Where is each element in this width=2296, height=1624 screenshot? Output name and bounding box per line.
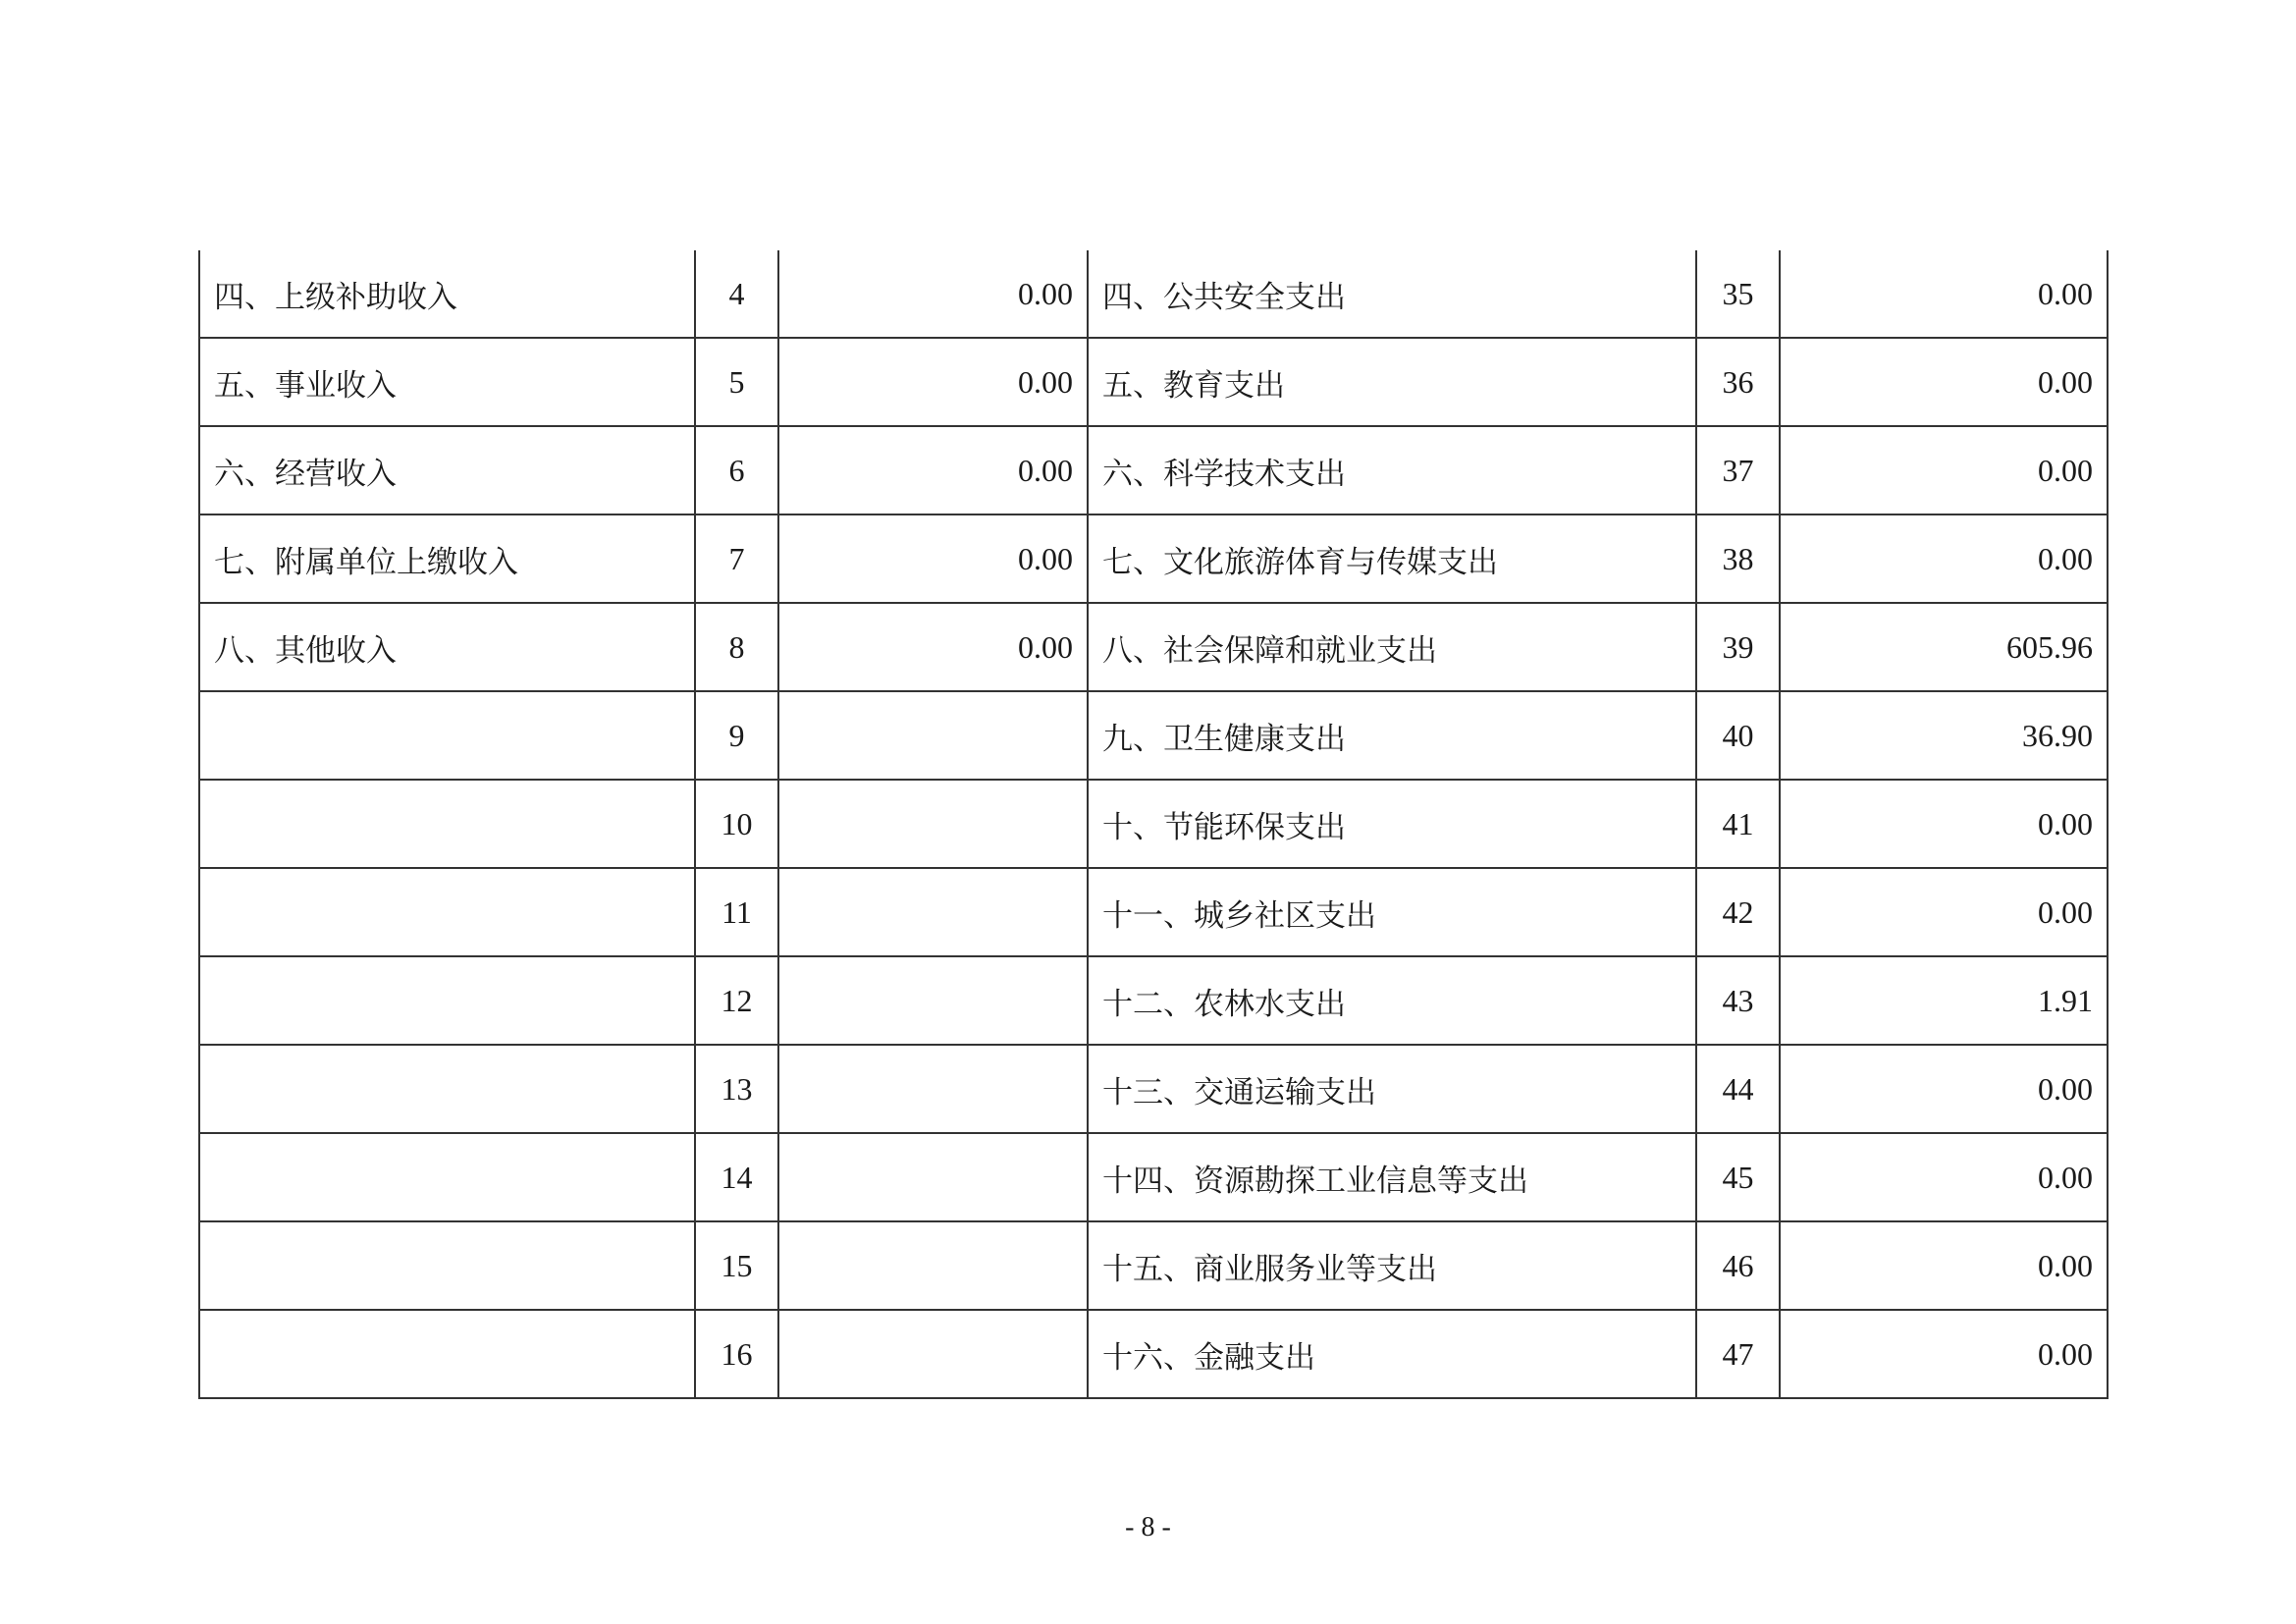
expense-item-cell: 十一、城乡社区支出 — [1088, 868, 1696, 956]
income-amount-cell: 0.00 — [778, 250, 1088, 338]
expense-line-number-cell: 40 — [1696, 691, 1780, 780]
expense-amount-cell: 0.00 — [1780, 338, 2108, 426]
expense-item-cell: 七、文化旅游体育与传媒支出 — [1088, 514, 1696, 603]
expense-amount-cell: 0.00 — [1780, 868, 2108, 956]
income-line-number-cell: 7 — [695, 514, 778, 603]
table-row — [199, 1133, 2108, 1221]
income-item-cell — [199, 1310, 695, 1398]
income-amount-cell — [778, 1045, 1088, 1133]
expense-line-number-cell: 44 — [1696, 1045, 1780, 1133]
income-amount-cell: 0.00 — [778, 426, 1088, 514]
income-amount-cell — [778, 1310, 1088, 1398]
income-line-number-cell: 16 — [695, 1310, 778, 1398]
income-item-cell — [199, 956, 695, 1045]
expense-line-number-cell: 35 — [1696, 250, 1780, 338]
income-line-number-cell: 15 — [695, 1221, 778, 1310]
table-row — [199, 250, 2108, 338]
income-amount-cell — [778, 1133, 1088, 1221]
income-item-cell — [199, 1045, 695, 1133]
budget-table-container — [198, 250, 2107, 1399]
expense-amount-cell: 0.00 — [1780, 1045, 2108, 1133]
expense-line-number-cell: 47 — [1696, 1310, 1780, 1398]
income-amount-cell — [778, 1221, 1088, 1310]
table-row — [199, 514, 2108, 603]
expense-line-number-cell: 41 — [1696, 780, 1780, 868]
income-item-cell — [199, 1133, 695, 1221]
income-item-cell — [199, 691, 695, 780]
income-item-cell — [199, 780, 695, 868]
table-row — [199, 338, 2108, 426]
expense-amount-cell: 36.90 — [1780, 691, 2108, 780]
income-line-number-cell: 11 — [695, 868, 778, 956]
income-amount-cell — [778, 956, 1088, 1045]
expense-line-number-cell: 37 — [1696, 426, 1780, 514]
expense-amount-cell: 0.00 — [1780, 250, 2108, 338]
table-row — [199, 780, 2108, 868]
income-amount-cell: 0.00 — [778, 338, 1088, 426]
table-row — [199, 1045, 2108, 1133]
income-item-cell — [199, 1221, 695, 1310]
income-expense-table — [198, 250, 2109, 1399]
income-item-cell: 六、经营收入 — [199, 426, 695, 514]
income-amount-cell: 0.00 — [778, 603, 1088, 691]
expense-item-cell: 十六、金融支出 — [1088, 1310, 1696, 1398]
expense-amount-cell: 0.00 — [1780, 514, 2108, 603]
expense-line-number-cell: 42 — [1696, 868, 1780, 956]
expense-item-cell: 八、社会保障和就业支出 — [1088, 603, 1696, 691]
income-item-cell: 四、上级补助收入 — [199, 250, 695, 338]
expense-item-cell: 六、科学技术支出 — [1088, 426, 1696, 514]
page-number: - 8 - — [1125, 1512, 1171, 1543]
income-item-cell: 七、附属单位上缴收入 — [199, 514, 695, 603]
expense-item-cell: 五、教育支出 — [1088, 338, 1696, 426]
income-line-number-cell: 5 — [695, 338, 778, 426]
expense-amount-cell: 0.00 — [1780, 1310, 2108, 1398]
expense-item-cell: 十四、资源勘探工业信息等支出 — [1088, 1133, 1696, 1221]
table-row — [199, 1221, 2108, 1310]
table-row — [199, 691, 2108, 780]
expense-amount-cell: 1.91 — [1780, 956, 2108, 1045]
table-row — [199, 956, 2108, 1045]
income-line-number-cell: 4 — [695, 250, 778, 338]
expense-item-cell: 十、节能环保支出 — [1088, 780, 1696, 868]
expense-item-cell: 十二、农林水支出 — [1088, 956, 1696, 1045]
expense-amount-cell: 0.00 — [1780, 1221, 2108, 1310]
income-line-number-cell: 10 — [695, 780, 778, 868]
income-line-number-cell: 9 — [695, 691, 778, 780]
expense-line-number-cell: 43 — [1696, 956, 1780, 1045]
income-line-number-cell: 12 — [695, 956, 778, 1045]
table-row — [199, 426, 2108, 514]
income-amount-cell — [778, 780, 1088, 868]
income-item-cell: 八、其他收入 — [199, 603, 695, 691]
expense-line-number-cell: 45 — [1696, 1133, 1780, 1221]
table-row — [199, 868, 2108, 956]
expense-line-number-cell: 36 — [1696, 338, 1780, 426]
table-row — [199, 1310, 2108, 1398]
expense-amount-cell: 605.96 — [1780, 603, 2108, 691]
expense-item-cell: 四、公共安全支出 — [1088, 250, 1696, 338]
income-amount-cell — [778, 868, 1088, 956]
income-amount-cell — [778, 691, 1088, 780]
expense-item-cell: 九、卫生健康支出 — [1088, 691, 1696, 780]
expense-item-cell: 十三、交通运输支出 — [1088, 1045, 1696, 1133]
income-line-number-cell: 8 — [695, 603, 778, 691]
expense-item-cell: 十五、商业服务业等支出 — [1088, 1221, 1696, 1310]
income-amount-cell: 0.00 — [778, 514, 1088, 603]
income-line-number-cell: 6 — [695, 426, 778, 514]
expense-amount-cell: 0.00 — [1780, 1133, 2108, 1221]
expense-line-number-cell: 46 — [1696, 1221, 1780, 1310]
income-item-cell — [199, 868, 695, 956]
income-item-cell: 五、事业收入 — [199, 338, 695, 426]
expense-line-number-cell: 39 — [1696, 603, 1780, 691]
expense-amount-cell: 0.00 — [1780, 426, 2108, 514]
income-line-number-cell: 14 — [695, 1133, 778, 1221]
table-row — [199, 603, 2108, 691]
expense-line-number-cell: 38 — [1696, 514, 1780, 603]
expense-amount-cell: 0.00 — [1780, 780, 2108, 868]
income-line-number-cell: 13 — [695, 1045, 778, 1133]
